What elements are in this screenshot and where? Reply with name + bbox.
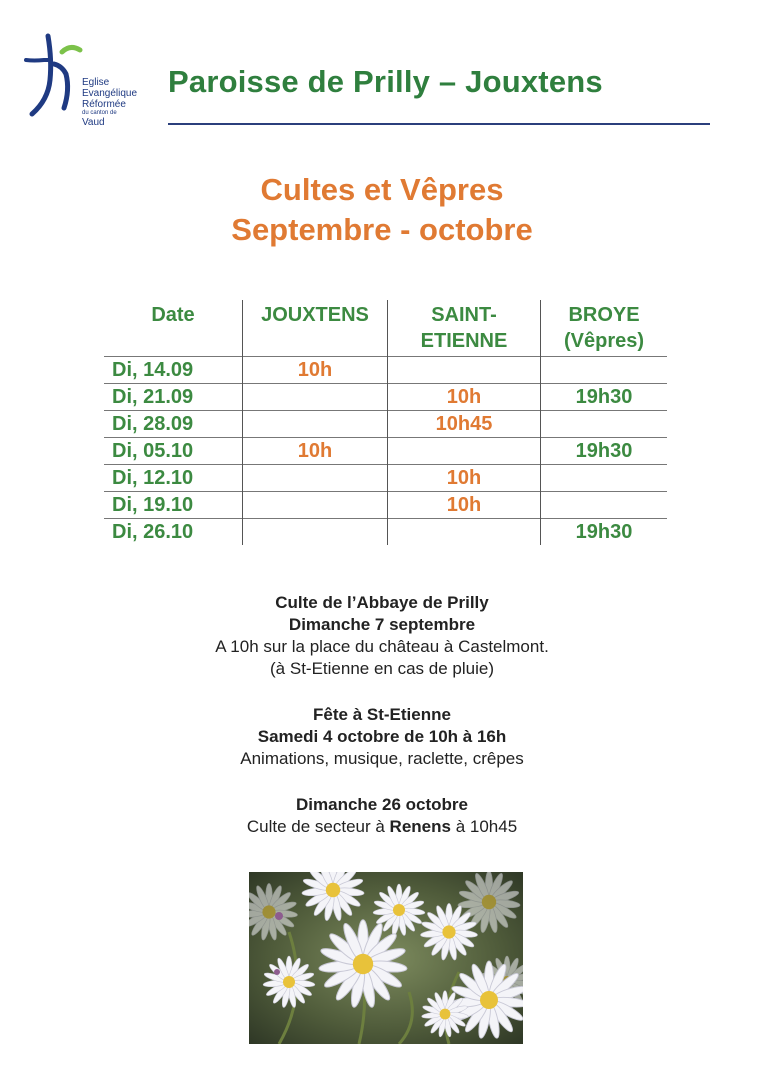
- daisies-illustration: [249, 872, 523, 1044]
- cell-jouxtens: [243, 465, 388, 492]
- fete-date: Samedi 4 octobre de 10h à 16h: [257, 727, 507, 746]
- table-row: [104, 438, 667, 465]
- fete-title: Fête à St-Etienne: [313, 705, 451, 724]
- fete-detail: Animations, musique, raclette, crêpes: [240, 749, 524, 768]
- cell-saint-etienne: 10h: [388, 492, 541, 519]
- abbaye-detail: A 10h sur la place du château à Castelmont.: [215, 637, 549, 656]
- header-divider: [168, 123, 710, 125]
- abbaye-date: Dimanche 7 septembre: [288, 615, 476, 634]
- cell-broye: 19h30: [541, 519, 668, 546]
- row-date: Di, 21.09: [104, 384, 243, 411]
- cell-jouxtens: [243, 519, 388, 546]
- row-date: Di, 12.10: [104, 465, 243, 492]
- table-row: [104, 492, 667, 519]
- schedule-table: [104, 300, 667, 545]
- secteur-detail: Culte de secteur à Renens à 10h45: [246, 817, 518, 836]
- cell-broye: [541, 465, 668, 492]
- spacer: [0, 680, 764, 704]
- main-title: [0, 170, 764, 250]
- parish-title: Paroisse de Prilly – Jouxtens: [168, 64, 603, 99]
- table-header-row: [104, 300, 667, 357]
- table-row: [104, 519, 667, 546]
- secteur-date: Dimanche 26 octobre: [296, 795, 468, 814]
- cell-saint-etienne: [388, 438, 541, 465]
- cell-saint-etienne: 10h: [388, 384, 541, 411]
- white-daisies-photo: [249, 872, 523, 1044]
- table-row: [104, 465, 667, 492]
- logo-text: Eglise Evangélique Réformée du canton de Vaud: [82, 77, 138, 128]
- main-title-line2: Septembre - octobre: [231, 212, 533, 247]
- cell-saint-etienne: 10h45: [388, 411, 541, 438]
- cell-broye: [541, 492, 668, 519]
- event-notes: [0, 592, 764, 838]
- cell-broye: [541, 357, 668, 384]
- cell-broye: 19h30: [541, 438, 668, 465]
- table-row: [104, 411, 667, 438]
- cell-jouxtens: [243, 492, 388, 519]
- header-broye: BROYE (Vêpres): [541, 300, 668, 357]
- church-logo: [14, 30, 154, 130]
- spacer: [0, 770, 764, 794]
- cell-jouxtens: [243, 411, 388, 438]
- abbaye-note: (à St-Etienne en cas de pluie): [270, 659, 494, 678]
- table-row: [104, 384, 667, 411]
- row-date: Di, 05.10: [104, 438, 243, 465]
- cross-logo-icon: [14, 30, 84, 125]
- row-date: Di, 19.10: [104, 492, 243, 519]
- row-date: Di, 14.09: [104, 357, 243, 384]
- cell-jouxtens: 10h: [243, 438, 388, 465]
- header-saint-etienne: SAINT- ETIENNE: [388, 300, 541, 357]
- header-date: Date: [151, 304, 195, 326]
- main-title-line1: Cultes et Vêpres: [260, 172, 504, 207]
- table-row: [104, 357, 667, 384]
- header-jouxtens: JOUXTENS: [243, 300, 388, 357]
- cell-saint-etienne: [388, 357, 541, 384]
- cell-jouxtens: 10h: [243, 357, 388, 384]
- cell-saint-etienne: 10h: [388, 465, 541, 492]
- row-date: Di, 28.09: [104, 411, 243, 438]
- cell-jouxtens: [243, 384, 388, 411]
- abbaye-title: Culte de l’Abbaye de Prilly: [275, 593, 489, 612]
- cell-broye: [541, 411, 668, 438]
- cell-saint-etienne: [388, 519, 541, 546]
- row-date: Di, 26.10: [104, 519, 243, 546]
- cell-broye: 19h30: [541, 384, 668, 411]
